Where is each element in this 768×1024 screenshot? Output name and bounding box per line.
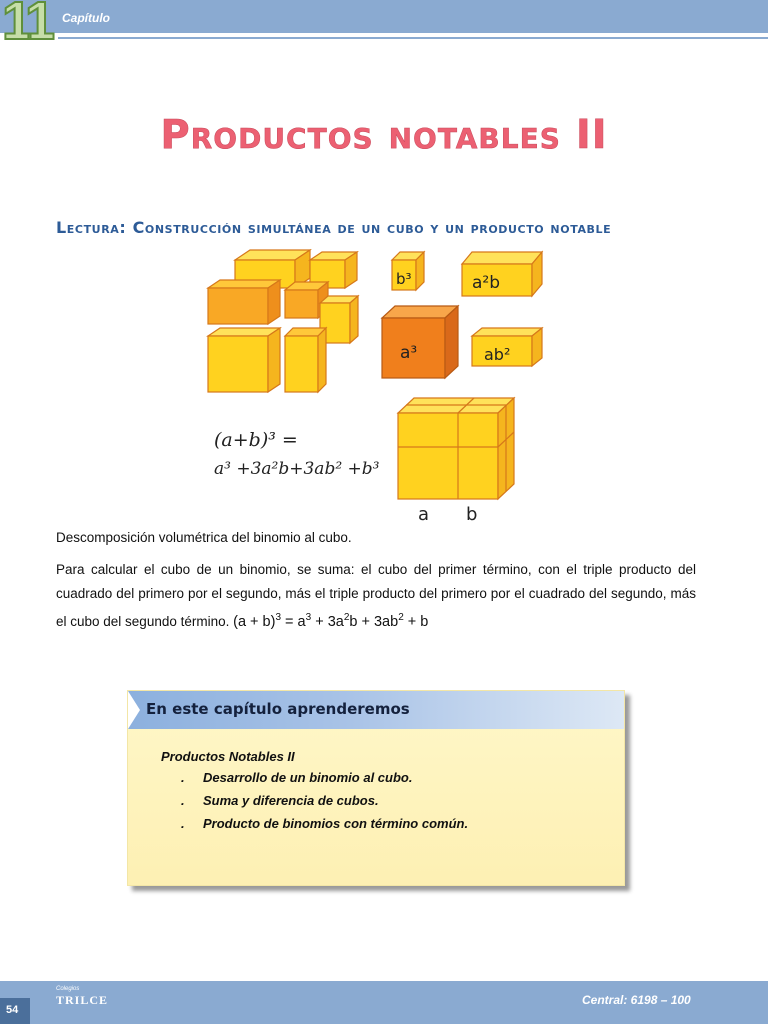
chapter-label: Capítulo	[62, 11, 110, 25]
label-a2b: a²b	[472, 273, 501, 293]
list-item: . Suma y diferencia de cubos.	[181, 793, 379, 808]
label-a3: a³	[400, 343, 418, 363]
objectives-header	[128, 691, 624, 729]
header-rule	[58, 37, 768, 39]
cube-a2b	[462, 252, 542, 296]
page-number: 54	[6, 1004, 19, 1016]
footer-colegio: Colegios	[56, 986, 80, 992]
footer-phone: Central: 6198 – 100	[582, 993, 691, 1007]
cube-ab2	[472, 328, 542, 366]
binomial-cube-formula: $(a + b)^3 = a^3 + 3a^2b + 3ab^2 + b$	[233, 612, 429, 630]
figure-caption: Descomposición volumétrica del binomio al cubo.	[56, 530, 352, 545]
exploded-cube	[208, 250, 358, 392]
footer-brand: TRILCE	[56, 993, 109, 1007]
cube-b3	[392, 252, 424, 290]
list-item: . Producto de binomios con término común.	[181, 816, 469, 831]
axis-label-a: a	[418, 504, 430, 525]
reading-subtitle: Lectura: Construcción simultánea de un cubo y un producto notable	[56, 218, 612, 237]
chapter-objectives-box	[127, 690, 625, 886]
arrow-icon	[128, 691, 140, 729]
axis-label-b: b	[466, 504, 478, 525]
cube-illustration	[200, 248, 560, 528]
label-ab2: ab²	[484, 345, 511, 364]
objectives-title: En este capítulo aprenderemos	[146, 700, 410, 718]
header-bar	[0, 0, 768, 33]
figure-formula-line1: (a+b)³ =	[214, 429, 298, 451]
list-item: . Desarrollo de un binomio al cubo.	[181, 770, 413, 785]
cube-a3	[382, 306, 458, 378]
explanation-paragraph	[56, 558, 696, 634]
paragraph-text: Para calcular el cubo de un binomio, se suma: el cubo del primer término, con el triple producto del cuadrado del primero por el segundo, más el triple producto del primero por el cuadrado del segundo, más el cubo del segundo término.	[56, 562, 696, 629]
label-b3: b³	[396, 270, 412, 288]
objectives-list	[161, 749, 468, 839]
page-title: Productos notables II	[160, 112, 608, 158]
objectives-heading: Productos Notables II	[161, 749, 295, 764]
figure-formula-line2: a³ +3a²b+3ab² +b³	[214, 459, 380, 479]
assembled-cube	[398, 398, 514, 499]
chapter-number: 11	[2, 0, 52, 51]
